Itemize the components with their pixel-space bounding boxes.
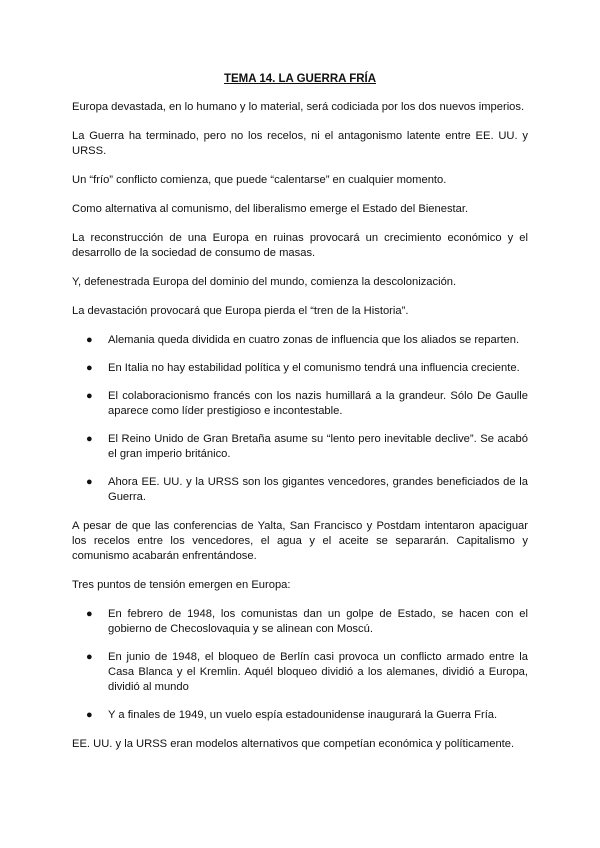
list-item-text: En febrero de 1948, los comunistas dan un golpe de Estado, se hacen con el gobierno de Checoslovaquia y se alinean con Moscú. xyxy=(108,608,528,635)
paragraph: La Guerra ha terminado, pero no los recelos, ni el antagonismo latente entre EE. UU. y URSS. xyxy=(72,130,528,157)
paragraph: Un “frío” conflicto comienza, que puede “calentarse” en cualquier momento. xyxy=(72,174,447,186)
bullet-icon: ● xyxy=(86,362,93,374)
list-item-text: En Italia no hay estabilidad política y el comunismo tendrá una influencia creciente. xyxy=(108,362,520,374)
list-item-text: El colaboracionismo francés con los nazis humillará a la grandeur. Sólo De Gaulle aparece como líder prestigioso e incontestable. xyxy=(108,390,528,417)
consequences-list xyxy=(72,333,528,505)
list-item xyxy=(72,708,528,723)
list-item xyxy=(72,333,528,348)
list-item xyxy=(72,389,528,419)
paragraph: Europa devastada, en lo humano y lo material, será codiciada por los dos nuevos imperios. xyxy=(72,101,525,113)
bullet-icon: ● xyxy=(86,390,93,402)
document-page xyxy=(72,72,528,766)
list-item xyxy=(72,607,528,637)
bullet-icon: ● xyxy=(86,334,93,346)
bullet-icon: ● xyxy=(86,651,93,663)
list-item-text: El Reino Unido de Gran Bretaña asume su “lento pero inevitable declive”. Se acabó el gran imperio británico. xyxy=(108,433,528,460)
list-item xyxy=(72,432,528,462)
list-item-text: En junio de 1948, el bloqueo de Berlín casi provoca un conflicto armado entre la Casa Blanca y el Kremlin. Aquél bloqueo dividió a los alemanes, dividió a Europa, dividió al mundo xyxy=(108,651,528,693)
list-item xyxy=(72,475,528,505)
paragraph: A pesar de que las conferencias de Yalta, San Francisco y Postdam intentaron apaciguar los recelos entre los vencedores, el agua y el aceite se separarán. Capitalismo y comunismo acabarán enfrentándose. xyxy=(72,520,528,562)
list-item-text: Ahora EE. UU. y la URSS son los gigantes vencedores, grandes beneficiados de la Guerra. xyxy=(108,476,528,503)
paragraph: Y, defenestrada Europa del dominio del mundo, comienza la descolonización. xyxy=(72,276,457,288)
bullet-icon: ● xyxy=(86,709,93,721)
list-item xyxy=(72,361,528,376)
paragraph: Tres puntos de tensión emergen en Europa: xyxy=(72,579,291,591)
document-title: TEMA 14. LA GUERRA FRÍA xyxy=(223,73,377,85)
list-item-text: Alemania queda dividida en cuatro zonas de influencia que los aliados se reparten. xyxy=(108,334,520,346)
tension-list xyxy=(72,607,528,723)
paragraph: Como alternativa al comunismo, del liberalismo emerge el Estado del Bienestar. xyxy=(72,203,469,215)
bullet-icon: ● xyxy=(86,476,93,488)
bullet-icon: ● xyxy=(86,608,93,620)
bullet-icon: ● xyxy=(86,433,93,445)
list-item xyxy=(72,650,528,695)
paragraph: EE. UU. y la URSS eran modelos alternativos que competían económica y políticamente. xyxy=(72,738,515,750)
paragraph: La devastación provocará que Europa pierda el “tren de la Historia”. xyxy=(72,305,409,317)
list-item-text: Y a finales de 1949, un vuelo espía estadounidense inaugurará la Guerra Fría. xyxy=(108,709,498,721)
paragraph: La reconstrucción de una Europa en ruinas provocará un crecimiento económico y el desarrollo de la sociedad de consumo de masas. xyxy=(72,232,528,259)
